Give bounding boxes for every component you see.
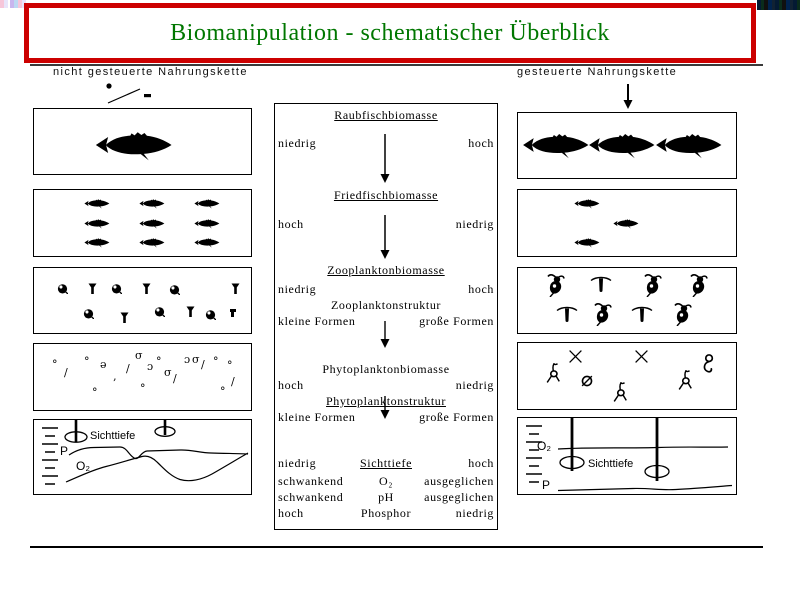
predator-fish-icon bbox=[655, 131, 723, 159]
flow-left-value: hoch bbox=[278, 217, 304, 231]
phosphorus-curve bbox=[558, 486, 732, 491]
cross-mark-icon bbox=[568, 349, 583, 364]
phyto-spiral-icon bbox=[701, 354, 715, 374]
summary-center: pH bbox=[378, 490, 394, 504]
secchi-disk-icon bbox=[645, 418, 669, 481]
flow-right-value: große Formen bbox=[419, 314, 494, 328]
phyto-small-icon: / bbox=[201, 358, 205, 371]
phyto-oslash-icon bbox=[580, 374, 594, 388]
daphnia-small-icon bbox=[111, 283, 122, 294]
phyto-small-icon: σ bbox=[192, 353, 200, 366]
flow-heading-phytoplankton: Phytoplanktonbiomasse bbox=[322, 362, 450, 376]
phyto-small-icon: ° bbox=[227, 359, 233, 372]
box-phytoplankton-right bbox=[517, 342, 737, 410]
copepod-large-icon bbox=[631, 306, 653, 324]
phyto-small-icon: ɔ bbox=[147, 360, 154, 373]
oxygen-curve bbox=[66, 453, 248, 482]
phyto-small-icon: / bbox=[173, 372, 177, 385]
ceratium-icon bbox=[545, 363, 562, 384]
prey-fish-icon bbox=[139, 237, 165, 248]
copepod-small-icon bbox=[186, 306, 195, 318]
daphnia-large-icon bbox=[594, 302, 612, 326]
flow-left-value: niedrig bbox=[278, 136, 317, 150]
sichttiefe-label: Sichttiefe bbox=[588, 458, 634, 470]
phyto-small-icon: ° bbox=[220, 385, 226, 398]
daphnia-large-icon bbox=[644, 273, 662, 297]
secchi-disk-icon bbox=[65, 420, 87, 442]
flow-arrow-icon bbox=[378, 396, 392, 420]
phyto-small-icon: ‚ bbox=[113, 370, 117, 383]
box-zooplankton-left bbox=[33, 267, 252, 334]
sichttiefe-label: Sichttiefe bbox=[90, 430, 136, 442]
box-phytoplankton-left bbox=[33, 343, 252, 411]
summary-right: ausgeglichen bbox=[424, 490, 494, 504]
ceratium-icon bbox=[677, 370, 694, 391]
summary-row bbox=[275, 490, 497, 505]
depth-scale-icon bbox=[42, 428, 58, 484]
phyto-small-icon: ɔ bbox=[184, 353, 191, 366]
prey-fish-icon bbox=[84, 237, 110, 248]
daphnia-small-icon bbox=[169, 284, 180, 295]
flow-left-value: kleine Formen bbox=[278, 410, 356, 424]
summary-row bbox=[275, 506, 497, 521]
daphnia-small-icon bbox=[205, 309, 216, 320]
daphnia-large-icon bbox=[547, 273, 565, 297]
summary-right: hoch bbox=[468, 456, 494, 470]
phyto-small-icon: / bbox=[126, 362, 130, 375]
flow-arrow-icon bbox=[378, 215, 392, 260]
ceratium-icon bbox=[612, 382, 629, 403]
decor-mosaic-left bbox=[0, 0, 26, 8]
phyto-small-icon: ə bbox=[100, 358, 107, 371]
summary-left: niedrig bbox=[278, 456, 317, 470]
flow-right-value: große Formen bbox=[419, 410, 494, 424]
flow-left-value: kleine Formen bbox=[278, 314, 356, 328]
box-zooplankton-right bbox=[517, 267, 737, 334]
box-predator-left bbox=[33, 108, 252, 175]
flow-right-value: niedrig bbox=[455, 217, 494, 231]
summary-center: Sichttiefe bbox=[360, 456, 412, 470]
flow-right-value: hoch bbox=[468, 282, 494, 296]
daphnia-small-icon bbox=[57, 283, 68, 294]
bottom-rule bbox=[30, 546, 763, 548]
lake-box-left bbox=[33, 419, 252, 495]
control-arrow-icon bbox=[620, 84, 636, 110]
cross-mark-icon bbox=[634, 349, 649, 364]
header-left-label: nicht gesteuerte Nahrungskette bbox=[53, 66, 248, 78]
flow-heading-zooplankton: Zooplanktonbiomasse bbox=[327, 263, 445, 277]
phyto-small-icon: / bbox=[231, 375, 235, 388]
oxygen-label: O₂ bbox=[537, 439, 551, 453]
summary-center: Phosphor bbox=[360, 506, 412, 520]
summary-left: schwankend bbox=[278, 490, 344, 504]
prey-fish-icon bbox=[194, 198, 220, 209]
phosphorus-label: P bbox=[542, 478, 551, 492]
flow-heading-raubfisch: Raubfischbiomasse bbox=[334, 108, 438, 122]
prey-fish-icon bbox=[613, 218, 639, 229]
summary-right: ausgeglichen bbox=[424, 474, 494, 488]
lake-diagram-right bbox=[518, 418, 736, 494]
flow-left-value: hoch bbox=[278, 378, 304, 392]
daphnia-small-icon bbox=[154, 306, 165, 317]
summary-left: schwankend bbox=[278, 474, 344, 488]
uncontrolled-chain-icon bbox=[100, 82, 152, 106]
copepod-large-icon bbox=[590, 276, 612, 294]
prey-fish-icon bbox=[84, 218, 110, 229]
depth-scale-icon bbox=[526, 426, 542, 482]
copepod-small-icon bbox=[120, 312, 129, 324]
oxygen-curve bbox=[558, 447, 728, 449]
title-box bbox=[24, 3, 756, 63]
phyto-small-icon: ° bbox=[52, 358, 58, 371]
phyto-small-icon: ° bbox=[92, 386, 98, 399]
copepod-small-icon bbox=[88, 283, 97, 295]
header-right-label: gesteuerte Nahrungskette bbox=[517, 66, 678, 78]
predator-fish-icon bbox=[522, 131, 590, 159]
prey-fish-icon bbox=[139, 198, 165, 209]
predator-fish-icon bbox=[588, 131, 656, 159]
prey-fish-icon bbox=[574, 237, 600, 248]
phosphorus-label: P bbox=[60, 444, 69, 458]
decor-mosaic-right bbox=[757, 0, 800, 10]
flow-box bbox=[274, 103, 498, 530]
flow-subheading-zooplanktonstruktur: Zooplanktonstruktur bbox=[330, 298, 442, 312]
lake-box-right bbox=[517, 417, 737, 495]
box-preyfish-right bbox=[517, 189, 737, 257]
phyto-small-icon: ° bbox=[140, 382, 146, 395]
secchi-disk-icon bbox=[560, 418, 584, 471]
phosphorus-curve bbox=[69, 447, 248, 459]
summary-center: O₂ bbox=[378, 474, 394, 488]
copepod-small-icon bbox=[142, 283, 151, 295]
predator-fish-icon bbox=[86, 129, 182, 161]
oxygen-label: O₂ bbox=[76, 459, 90, 473]
phyto-small-icon: ° bbox=[213, 355, 219, 368]
summary-right: niedrig bbox=[455, 506, 494, 520]
summary-row bbox=[275, 474, 497, 489]
flow-arrow-icon bbox=[378, 321, 392, 349]
zooplankton-blob-icon bbox=[229, 308, 237, 318]
prey-fish-icon bbox=[84, 198, 110, 209]
box-predator-right bbox=[517, 112, 737, 179]
prey-fish-icon bbox=[139, 218, 165, 229]
phyto-small-icon: σ bbox=[164, 366, 172, 379]
box-preyfish-left bbox=[33, 189, 252, 257]
phyto-small-icon: σ bbox=[135, 349, 143, 362]
summary-row bbox=[275, 456, 497, 471]
phyto-small-icon: ° bbox=[84, 355, 90, 368]
daphnia-large-icon bbox=[674, 302, 692, 326]
prey-fish-icon bbox=[574, 198, 600, 209]
flow-right-value: niedrig bbox=[455, 378, 494, 392]
copepod-small-icon bbox=[231, 283, 240, 295]
daphnia-small-icon bbox=[83, 308, 94, 319]
flow-left-value: niedrig bbox=[278, 282, 317, 296]
page-title: Biomanipulation - schematischer Überblick bbox=[170, 19, 610, 46]
phyto-small-icon: / bbox=[64, 366, 68, 379]
prey-fish-icon bbox=[194, 237, 220, 248]
flow-subheading-phytoplanktonstruktur: Phytoplanktonstruktur bbox=[326, 394, 446, 408]
daphnia-large-icon bbox=[690, 273, 708, 297]
secchi-disk-icon bbox=[155, 420, 175, 436]
phyto-small-icon: ° bbox=[156, 355, 162, 368]
flow-arrow-icon bbox=[378, 134, 392, 184]
summary-left: hoch bbox=[278, 506, 304, 520]
prey-fish-icon bbox=[194, 218, 220, 229]
flow-heading-friedfisch: Friedfischbiomasse bbox=[333, 188, 439, 202]
flow-right-value: hoch bbox=[468, 136, 494, 150]
copepod-large-icon bbox=[556, 306, 578, 324]
